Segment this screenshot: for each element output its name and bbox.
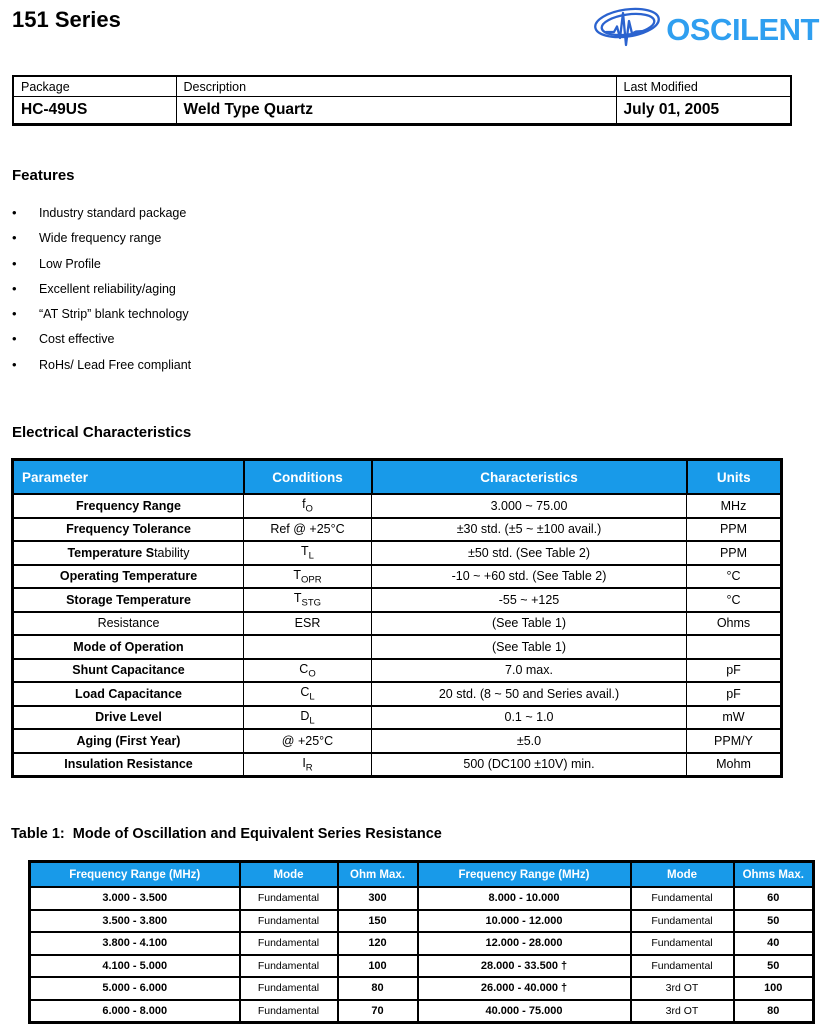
ec-cell-conditions (244, 541, 372, 565)
ec-cell-parameter (13, 588, 244, 612)
parameter-label: Operating Temperature (59, 569, 198, 584)
condition-subscript: STG (301, 597, 322, 609)
feature-item-label: Low Profile (39, 256, 101, 271)
table-row (13, 635, 782, 659)
condition-symbol: f (302, 497, 306, 512)
table1-cell-mode: 3rd OT (631, 1000, 734, 1023)
ec-cell-parameter (13, 494, 244, 518)
bullet-icon: • (12, 356, 17, 372)
table1-cell-frequency-range: 26.000 - 40.000 † (418, 977, 631, 1000)
ec-cell-parameter (13, 518, 244, 542)
condition-symbol: T (301, 544, 309, 559)
condition-symbol: I (302, 755, 306, 770)
ec-cell-conditions (244, 706, 372, 730)
table1-cell-ohms-max: 50 (734, 910, 814, 933)
table1-cell-mode: Fundamental (240, 977, 338, 1000)
table1-cell-ohms-max: 60 (734, 887, 814, 910)
table1-column-header: Ohms Max. (734, 862, 814, 888)
package-header-cell: Last Modified (616, 76, 791, 97)
condition-symbol: T (293, 567, 302, 582)
table1-cell-mode: Fundamental (631, 955, 734, 978)
table1-cell-ohms-max: 80 (734, 1000, 814, 1023)
parameter-label: Mode of Operation (73, 639, 184, 654)
table1-cell-frequency-range: 6.000 - 8.000 (30, 1000, 240, 1023)
package-value-cell: July 01, 2005 (616, 97, 791, 125)
feature-item (12, 306, 831, 331)
table-row (30, 977, 814, 1000)
bullet-icon: • (12, 255, 17, 271)
parameter-label: Frequency Tolerance (66, 522, 191, 537)
table1-cell-frequency-range: 28.000 - 33.500 † (418, 955, 631, 978)
table-row (13, 729, 782, 753)
table1-column-header: Ohm Max. (338, 862, 418, 888)
ec-cell-conditions (244, 753, 372, 777)
table-row (30, 932, 814, 955)
table-row (30, 887, 814, 910)
table-row (30, 955, 814, 978)
ec-cell-conditions (244, 494, 372, 518)
bullet-icon: • (12, 205, 17, 220)
table1-cell-ohm-max: 300 (338, 887, 418, 910)
table1 (28, 860, 815, 1024)
table1-cell-frequency-range: 40.000 - 75.000 (418, 1000, 631, 1023)
ec-cell-conditions (244, 635, 372, 659)
ec-cell-conditions (244, 518, 372, 542)
condition-symbol: D (300, 708, 310, 723)
package-table (12, 75, 792, 126)
table1-header-row (30, 862, 814, 888)
table1-cell-ohms-max: 40 (734, 932, 814, 955)
table1-column-header: Frequency Range (MHz) (418, 862, 631, 888)
ec-cell-characteristics: (See Table 1) (372, 612, 687, 636)
feature-item-label: Excellent reliability/aging (39, 281, 176, 296)
ec-cell-characteristics: ±30 std. (±5 ~ ±100 avail.) (372, 518, 687, 542)
electrical-characteristics-table (11, 458, 783, 778)
ec-column-header: Units (687, 460, 782, 495)
ec-cell-units: mW (687, 706, 782, 730)
ec-table-header-row (13, 460, 782, 495)
table1-cell-mode: Fundamental (240, 910, 338, 933)
bullet-icon: • (12, 230, 17, 246)
condition-subscript: L (308, 550, 314, 562)
page-header (0, 0, 831, 54)
feature-item (12, 331, 831, 356)
feature-item (12, 256, 831, 281)
table1-cell-frequency-range: 12.000 - 28.000 (418, 932, 631, 955)
ec-cell-units: pF (687, 659, 782, 683)
feature-item (12, 230, 831, 255)
table1-cell-mode: Fundamental (631, 932, 734, 955)
package-header-cell: Package (13, 76, 176, 97)
page-title: 151 Series (12, 7, 121, 32)
condition-subscript: O (308, 668, 316, 680)
ec-cell-units: °C (687, 565, 782, 589)
table-row (30, 1000, 814, 1023)
table1-cell-mode: 3rd OT (631, 977, 734, 1000)
ec-cell-parameter (13, 541, 244, 565)
parameter-label: Frequency Range (76, 498, 181, 513)
table1-cell-ohm-max: 70 (338, 1000, 418, 1023)
ec-cell-characteristics: 20 std. (8 ~ 50 and Series avail.) (372, 682, 687, 706)
electrical-characteristics-heading: Electrical Characteristics (12, 424, 192, 442)
table1-cell-frequency-range: 3.800 - 4.100 (30, 932, 240, 955)
table1-cell-ohm-max: 150 (338, 910, 418, 933)
bullet-icon: • (12, 331, 17, 347)
condition-subscript: O (305, 503, 313, 515)
condition-symbol: C (300, 685, 310, 700)
ec-cell-units: pF (687, 682, 782, 706)
feature-item-label: Cost effective (39, 332, 115, 347)
ec-cell-units: PPM/Y (687, 729, 782, 753)
oscilent-pulse-ellipse-icon (591, 5, 663, 54)
condition-symbol: @ +25°C (281, 733, 334, 748)
ec-cell-parameter (13, 659, 244, 683)
table1-column-header: Frequency Range (MHz) (30, 862, 240, 888)
parameter-label-regular: tability (154, 545, 190, 560)
table1-cell-mode: Fundamental (240, 887, 338, 910)
ec-cell-units: PPM (687, 518, 782, 542)
table-row (13, 753, 782, 777)
ec-cell-units: Mohm (687, 753, 782, 777)
ec-cell-characteristics: 500 (DC100 ±10V) min. (372, 753, 687, 777)
table1-heading: Table 1: Mode of Oscillation and Equivalent Series Resistance (11, 826, 442, 843)
table-row (13, 659, 782, 683)
condition-subscript: L (309, 715, 315, 727)
condition-symbol: ESR (294, 616, 321, 631)
table1-cell-frequency-range: 10.000 - 12.000 (418, 910, 631, 933)
ec-cell-parameter (13, 706, 244, 730)
feature-item (12, 205, 831, 230)
table1-cell-frequency-range: 3.500 - 3.800 (30, 910, 240, 933)
table-row (13, 494, 782, 518)
table-row (13, 588, 782, 612)
parameter-label: Shunt Capacitance (72, 663, 185, 678)
ec-cell-conditions (244, 588, 372, 612)
table1-cell-frequency-range: 8.000 - 10.000 (418, 887, 631, 910)
ec-cell-units: MHz (687, 494, 782, 518)
ec-cell-conditions (244, 565, 372, 589)
ec-cell-parameter (13, 612, 244, 636)
table1-cell-mode: Fundamental (631, 910, 734, 933)
table1-column-header: Mode (240, 862, 338, 888)
table-row (13, 706, 782, 730)
ec-cell-characteristics: -10 ~ +60 std. (See Table 2) (372, 565, 687, 589)
ec-cell-conditions (244, 659, 372, 683)
features-heading: Features (12, 167, 75, 184)
table1-cell-mode: Fundamental (240, 932, 338, 955)
condition-symbol: C (299, 661, 309, 676)
feature-item (12, 357, 831, 382)
package-header-cell: Description (176, 76, 616, 97)
ec-cell-characteristics: (See Table 1) (372, 635, 687, 659)
ec-column-header: Conditions (244, 460, 372, 495)
ec-cell-conditions (244, 729, 372, 753)
parameter-label: Drive Level (95, 710, 162, 725)
table1-cell-ohm-max: 100 (338, 955, 418, 978)
feature-item-label: “AT Strip” blank technology (39, 307, 189, 322)
ec-cell-parameter (13, 729, 244, 753)
ec-cell-parameter (13, 753, 244, 777)
package-table-value-row (13, 97, 791, 125)
ec-cell-characteristics: 3.000 ~ 75.00 (372, 494, 687, 518)
table-row (13, 518, 782, 542)
condition-subscript: L (309, 691, 315, 703)
condition-subscript: R (305, 762, 313, 774)
ec-cell-characteristics: -55 ~ +125 (372, 588, 687, 612)
bullet-icon: • (12, 280, 17, 296)
package-value-cell: Weld Type Quartz (176, 97, 616, 125)
ec-cell-parameter (13, 635, 244, 659)
feature-item-label: Industry standard package (39, 206, 187, 220)
ec-cell-conditions (244, 682, 372, 706)
ec-cell-units (687, 635, 782, 659)
ec-cell-parameter (13, 565, 244, 589)
table1-cell-mode: Fundamental (240, 955, 338, 978)
oscilent-logo-text: OSCILENT (666, 11, 819, 47)
parameter-label: Storage Temperature (66, 592, 191, 607)
parameter-label-regular: Resistance (97, 616, 160, 631)
feature-item-label: Wide frequency range (39, 231, 162, 246)
ec-cell-characteristics: 7.0 max. (372, 659, 687, 683)
table1-cell-frequency-range: 3.000 - 3.500 (30, 887, 240, 910)
ec-cell-characteristics: ±5.0 (372, 729, 687, 753)
package-value-cell: HC-49US (13, 97, 176, 125)
ec-column-header: Parameter (13, 460, 244, 495)
table1-cell-frequency-range: 5.000 - 6.000 (30, 977, 240, 1000)
ec-cell-characteristics: ±50 std. (See Table 2) (372, 541, 687, 565)
table-row (13, 612, 782, 636)
parameter-label: Load Capacitance (75, 686, 182, 701)
ec-column-header: Characteristics (372, 460, 687, 495)
ec-cell-units: Ohms (687, 612, 782, 636)
ec-cell-characteristics: 0.1 ~ 1.0 (372, 706, 687, 730)
parameter-label: Aging (First Year) (76, 733, 181, 748)
table1-column-header: Mode (631, 862, 734, 888)
ec-cell-parameter (13, 682, 244, 706)
condition-subscript: OPR (301, 574, 322, 586)
bullet-icon: • (12, 306, 17, 322)
table1-cell-frequency-range: 4.100 - 5.000 (30, 955, 240, 978)
ec-cell-conditions (244, 612, 372, 636)
table-row (13, 682, 782, 706)
oscilent-logo (591, 5, 819, 54)
table1-cell-ohms-max: 50 (734, 955, 814, 978)
features-list (12, 205, 831, 382)
table1-cell-mode: Fundamental (240, 1000, 338, 1023)
parameter-label: Insulation Resistance (64, 757, 193, 772)
ec-cell-units: °C (687, 588, 782, 612)
condition-symbol: T (293, 591, 302, 606)
feature-item-label: RoHs/ Lead Free compliant (39, 357, 192, 372)
table-row (13, 565, 782, 589)
table1-cell-mode: Fundamental (631, 887, 734, 910)
package-table-header-row (13, 76, 791, 97)
condition-symbol: Ref @ +25°C (270, 522, 345, 537)
ec-cell-units: PPM (687, 541, 782, 565)
table1-cell-ohms-max: 100 (734, 977, 814, 1000)
feature-item (12, 281, 831, 306)
parameter-label: Temperature S (67, 545, 155, 560)
table-row (13, 541, 782, 565)
table-row (30, 910, 814, 933)
table1-cell-ohm-max: 80 (338, 977, 418, 1000)
table1-cell-ohm-max: 120 (338, 932, 418, 955)
